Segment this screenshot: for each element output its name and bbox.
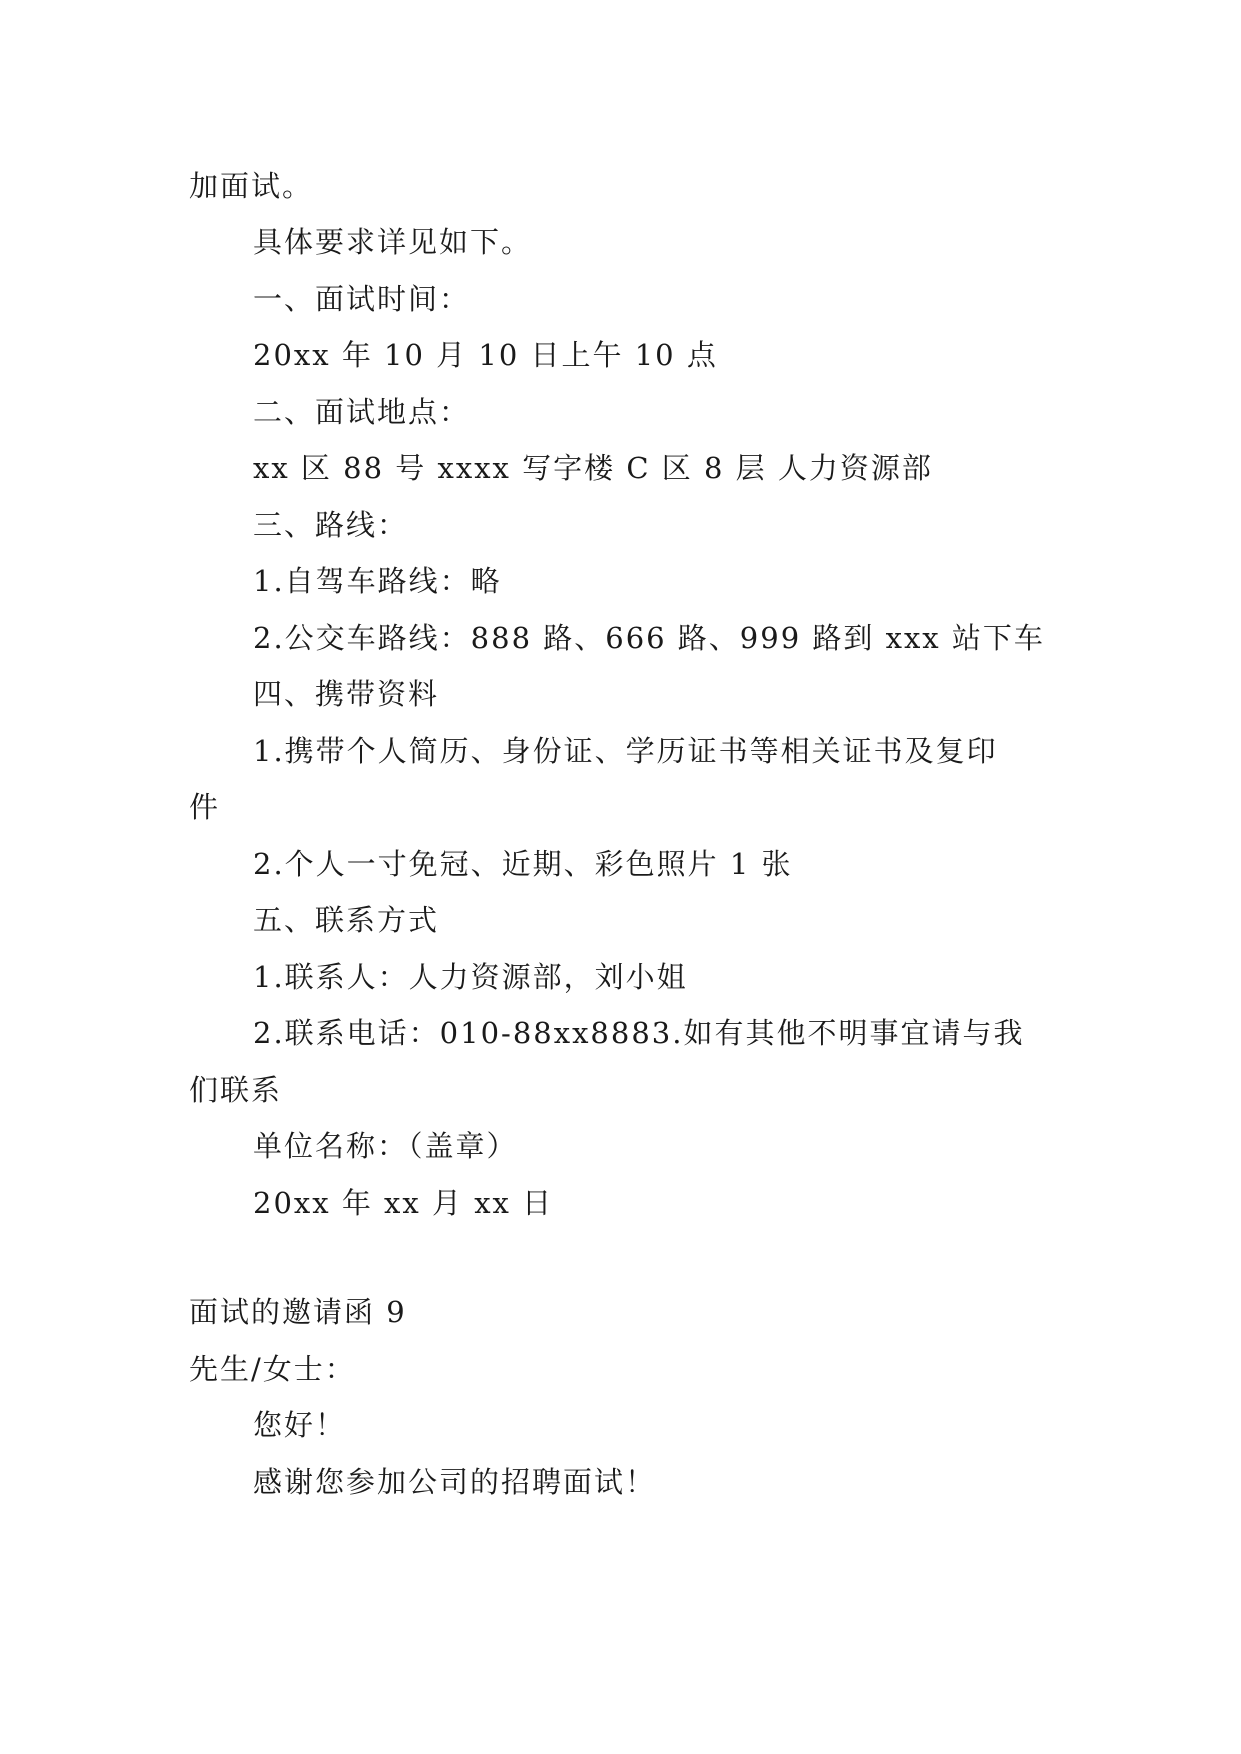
section-heading-contact: 五、联系方式 xyxy=(253,903,440,937)
interview-location: xx 区 88 号 xxxx 写字楼 C 区 8 层 人力资源部 xyxy=(253,451,933,485)
route-item-driving: 1.自驾车路线：略 xyxy=(253,564,502,598)
contact-person: 1.联系人：人力资源部，刘小姐 xyxy=(253,960,688,994)
signature-date: 20xx 年 xx 月 xx 日 xyxy=(253,1186,554,1220)
intro-paragraph: 具体要求详见如下。 xyxy=(253,225,533,259)
section-heading-materials: 四、携带资料 xyxy=(253,677,440,711)
contact-phone-continued: 们联系 xyxy=(189,1073,283,1107)
letter-title: 面试的邀请函 9 xyxy=(189,1295,407,1329)
organization-name: 单位名称：（盖章） xyxy=(253,1129,518,1163)
greeting: 您好！ xyxy=(253,1408,347,1442)
materials-item-documents: 1.携带个人简历、身份证、学历证书等相关证书及复印 xyxy=(253,734,998,768)
interview-time: 20xx 年 10 月 10 日上午 10 点 xyxy=(253,338,718,372)
route-item-bus: 2.公交车路线：888 路、666 路、999 路到 xxx 站下车 xyxy=(253,621,1045,655)
section-heading-time: 一、面试时间： xyxy=(253,282,471,316)
paragraph-continuation: 加面试。 xyxy=(189,169,314,203)
materials-item-photo: 2.个人一寸免冠、近期、彩色照片 1 张 xyxy=(253,847,793,881)
materials-item-documents-continued: 件 xyxy=(189,790,221,824)
section-heading-route: 三、路线： xyxy=(253,508,409,542)
section-heading-location: 二、面试地点： xyxy=(253,395,471,429)
thanks-paragraph: 感谢您参加公司的招聘面试！ xyxy=(253,1465,657,1499)
salutation: 先生/女士： xyxy=(189,1352,356,1386)
contact-phone: 2.联系电话：010-88xx8883.如有其他不明事宜请与我 xyxy=(253,1016,1025,1050)
